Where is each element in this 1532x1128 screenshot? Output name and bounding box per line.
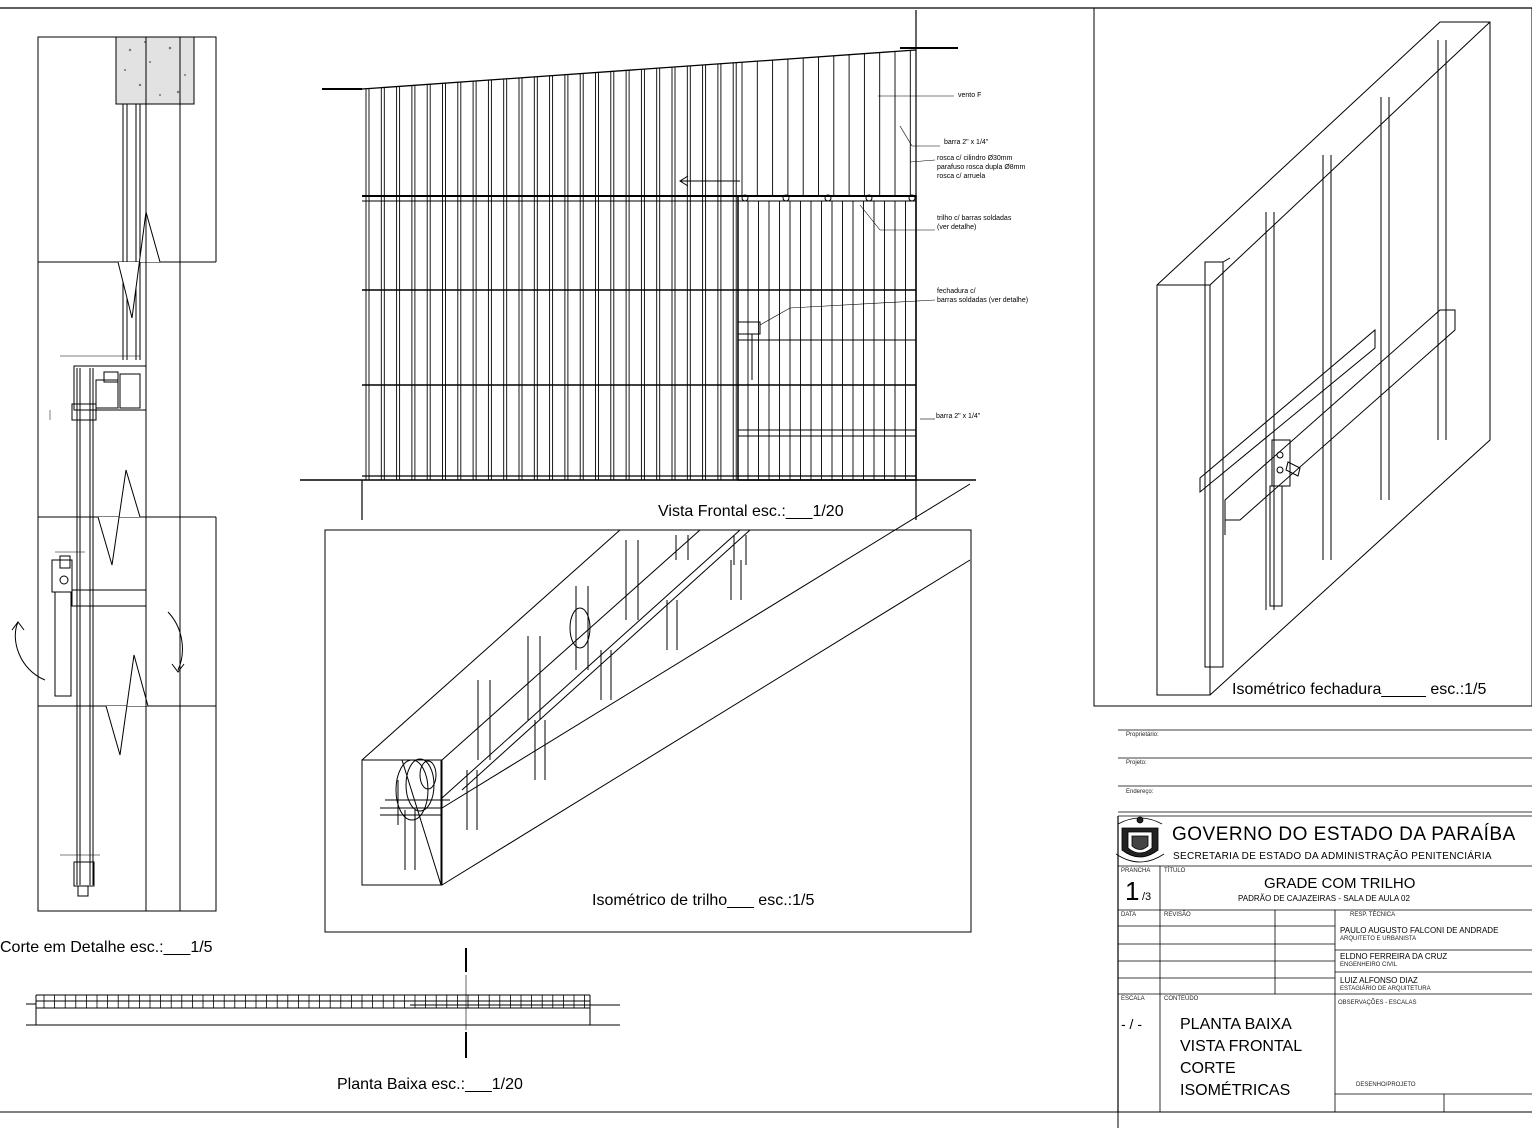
iso-fechadura-drawing — [1094, 8, 1532, 706]
projeto-label: Projeto: — [1126, 760, 1147, 766]
annotation-fechadura-1: fechadura c/ — [937, 288, 976, 295]
author-1: PAULO AUGUSTO FALCONI DE ANDRADE — [1340, 926, 1499, 935]
iso-fechadura-caption: Isométrico fechadura_____ esc.:1/5 — [1232, 681, 1487, 698]
annotation-barra-top: barra 2" x 1/4" — [944, 139, 989, 146]
author-2-role: ENGENHEIRO CIVIL — [1340, 962, 1398, 968]
drawing-subtitle: PADRÃO DE CAJAZEIRAS - SALA DE AULA 02 — [1238, 894, 1410, 903]
conteudo-label: CONTEÚDO — [1164, 996, 1199, 1002]
annotation-trilho-1: trilho c/ barras soldadas — [937, 215, 1012, 222]
government-title: GOVERNO DO ESTADO DA PARAÍBA — [1172, 824, 1516, 845]
author-3: LUIZ ALFONSO DIAZ — [1340, 976, 1418, 985]
iso-trilho-caption: Isométrico de trilho___ esc.:1/5 — [592, 892, 815, 909]
annotation-rosca-3: rosca c/ arruela — [937, 173, 986, 180]
drawing-title: GRADE COM TRILHO — [1264, 875, 1416, 892]
obs-label: OBSERVAÇÕES - ESCALAS — [1338, 1000, 1417, 1006]
annotation-rosca-1: rosca c/ cilindro Ø30mm — [937, 155, 1013, 162]
data-label: DATA — [1121, 912, 1137, 918]
annotation-vento: vento F — [958, 92, 982, 99]
annotation-rosca-2: parafuso rosca dupla Ø8mm — [937, 164, 1026, 171]
vista-frontal-drawing — [300, 10, 976, 520]
planta-baixa-drawing — [26, 948, 620, 1058]
annotation-fechadura-2: barras soldadas (ver detalhe) — [937, 297, 1029, 304]
sheet-total: /3 — [1142, 891, 1152, 903]
secretaria-title: SECRETARIA DE ESTADO DA ADMINISTRAÇÃO PENITENCIÁRIA — [1173, 851, 1492, 862]
endereco-label: Endereço: — [1126, 789, 1154, 795]
author-2: ELDNO FERREIRA DA CRUZ — [1340, 952, 1448, 961]
title-label: TÍTULO — [1164, 868, 1186, 874]
proprietario-label: Proprietário: — [1126, 732, 1159, 738]
iso-fechadura-posts — [1266, 40, 1446, 610]
drawing-list-1: PLANTA BAIXA — [1180, 1016, 1292, 1033]
drawing-list-2: VISTA FRONTAL — [1180, 1038, 1303, 1055]
drawing-list-4: ISOMÉTRICAS — [1180, 1082, 1291, 1099]
sheet-number: 1 — [1125, 876, 1140, 906]
author-3-role: ESTAGIÁRIO DE ARQUITETURA — [1340, 986, 1431, 992]
planta-baixa-caption: Planta Baixa esc.:___1/20 — [337, 1076, 523, 1093]
sheet-label: PRANCHA — [1121, 868, 1151, 874]
vista-frontal-bars — [366, 50, 910, 480]
escala-label: ESCALA — [1121, 996, 1145, 1002]
iso-trilho-drawing — [325, 484, 971, 932]
annotation-trilho-2: (ver detalhe) — [937, 224, 977, 231]
drawing-list-3: CORTE — [1180, 1060, 1236, 1077]
corte-detalhe-caption: Corte em Detalhe esc.:___1/5 — [0, 939, 213, 956]
escala-value: - / - — [1121, 1016, 1142, 1032]
iso-trilho-posts — [405, 535, 746, 870]
annotation-barra-bottom: barra 2" x 1/4" — [936, 413, 981, 420]
revisao-label: REVISÃO — [1164, 912, 1191, 918]
coat-of-arms-icon — [1116, 817, 1164, 862]
author-1-role: ARQUITETO E URBANISTA — [1340, 936, 1417, 942]
vista-frontal-caption: Vista Frontal esc.:___1/20 — [658, 503, 844, 520]
corte-detalhe-drawing — [12, 37, 216, 911]
desenho-label: DESENHO/PROJETO — [1356, 1082, 1416, 1088]
resp-label: RESP. TÉCNICA — [1350, 912, 1396, 918]
